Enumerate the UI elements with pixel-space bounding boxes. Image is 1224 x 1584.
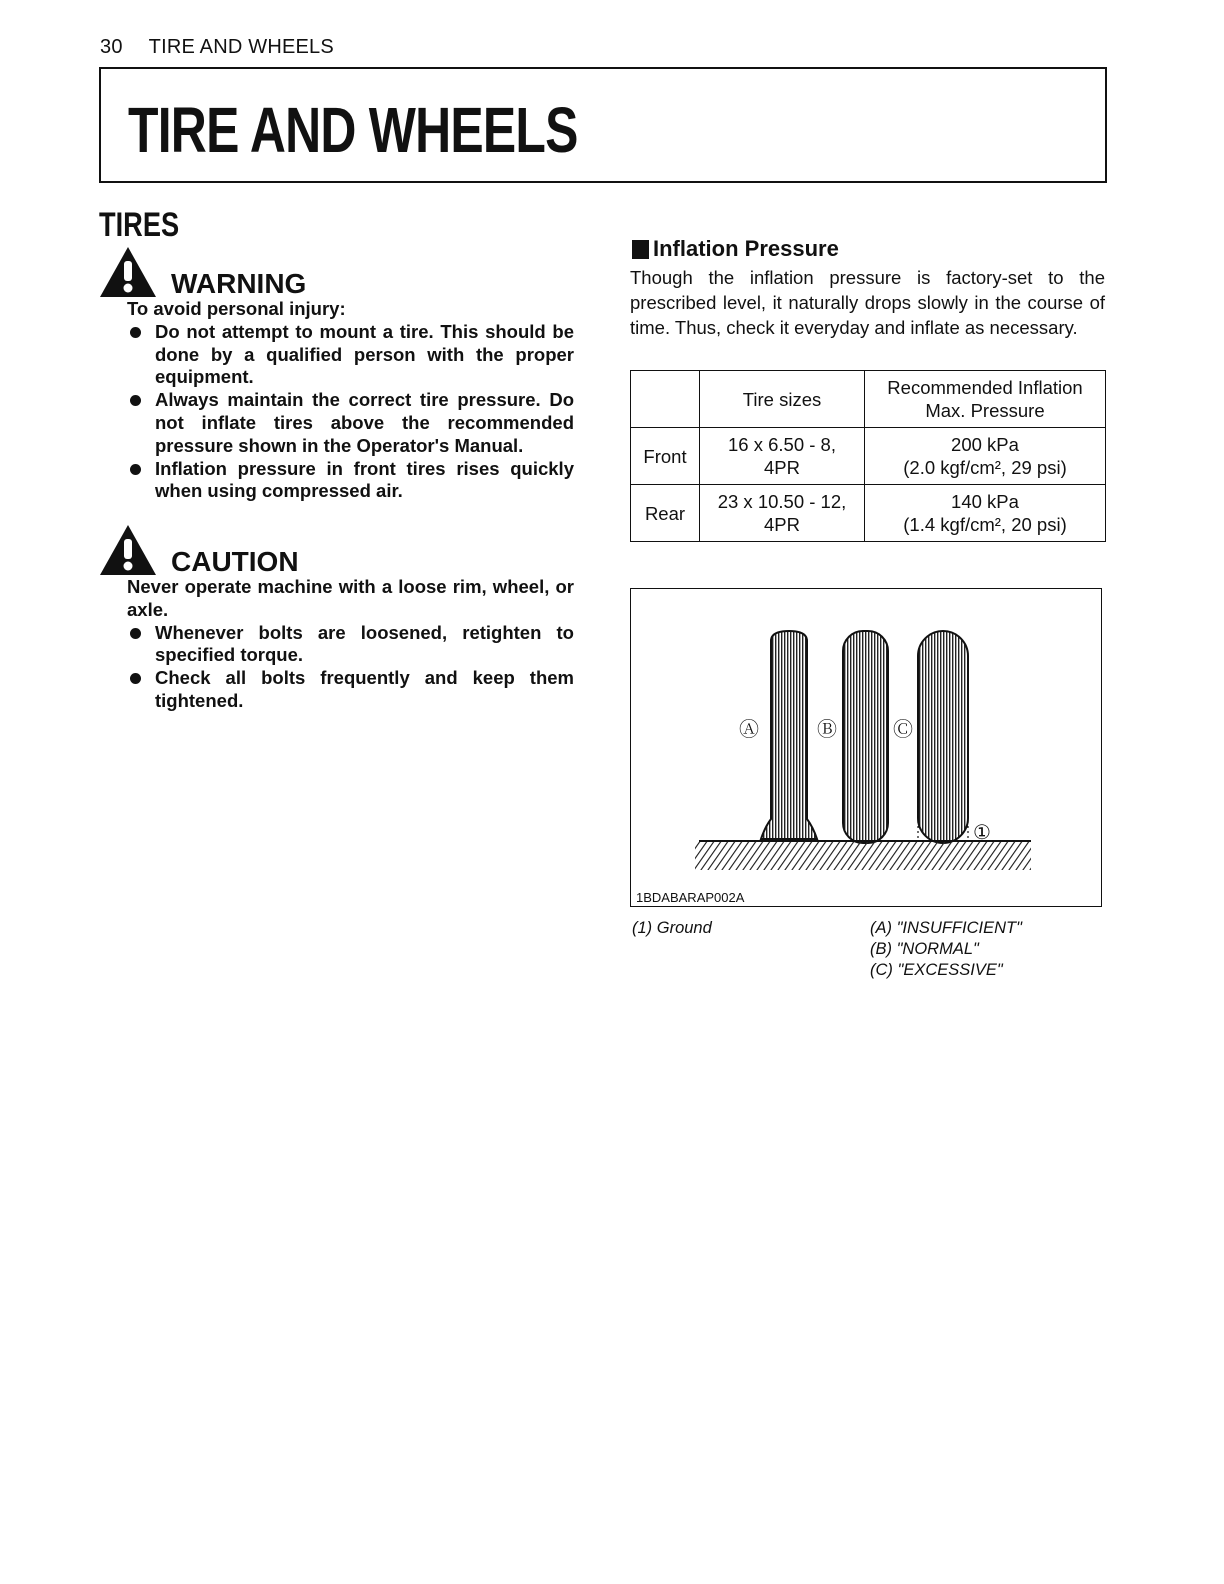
list-item: Always maintain the correct tire pressure. Do not inflate tires above the recommended pressure shown in the Operator's Manual. <box>127 389 574 457</box>
caption-c: (C) "EXCESSIVE" <box>870 961 1003 979</box>
table-header-blank <box>631 371 700 428</box>
square-bullet-icon <box>632 240 649 259</box>
table-header-pressure: Recommended Inflation Max. Pressure <box>865 371 1106 428</box>
caution-header <box>99 524 574 576</box>
figure-code: 1BDABARAP002A <box>636 890 745 905</box>
label-ground-number: ① <box>973 820 991 844</box>
caption-ground: (1) Ground <box>632 919 712 937</box>
section-title: TIRES <box>99 206 180 244</box>
table-row <box>631 428 1106 485</box>
caution-list <box>127 622 574 713</box>
bullet-icon <box>130 327 141 338</box>
label-a: Ⓐ <box>739 717 759 741</box>
title-box <box>99 67 1107 183</box>
table-header-tire-sizes: Tire sizes <box>700 371 865 428</box>
inflation-heading: Inflation Pressure <box>632 236 839 262</box>
bullet-icon <box>130 395 141 406</box>
row-size: 16 x 6.50 - 8, 4PR <box>700 428 865 485</box>
warning-header <box>99 246 574 298</box>
page-title: TIRE AND WHEELS <box>128 94 578 166</box>
bullet-icon <box>130 673 141 684</box>
caution-block <box>99 524 574 713</box>
warning-body <box>127 298 574 503</box>
row-size: 23 x 10.50 - 12, 4PR <box>700 485 865 542</box>
list-item: Whenever bolts are loosened, retighten to specified torque. <box>127 622 574 668</box>
caution-body <box>127 576 574 713</box>
warning-signal-word: WARNING <box>171 268 307 299</box>
row-position: Rear <box>631 485 700 542</box>
tire-insufficient <box>761 631 817 839</box>
tire-illustration <box>631 589 1101 906</box>
warning-list <box>127 321 574 503</box>
caption-b: (B) "NORMAL" <box>870 940 979 958</box>
tire-pressure-figure <box>630 588 1102 907</box>
list-item: Inflation pressure in front tires rises quickly when using compressed air. <box>127 458 574 504</box>
caption-legend <box>870 918 1022 981</box>
row-pressure: 200 kPa (2.0 kgf/cm², 29 psi) <box>865 428 1106 485</box>
list-item: Do not attempt to mount a tire. This should be done by a qualified person with the proper equipment. <box>127 321 574 389</box>
warning-intro: To avoid personal injury: <box>127 298 346 319</box>
bullet-icon <box>130 628 141 639</box>
bullet-icon <box>130 464 141 475</box>
row-pressure: 140 kPa (1.4 kgf/cm², 20 psi) <box>865 485 1106 542</box>
warning-triangle-icon <box>99 246 157 298</box>
table-header-row <box>631 371 1106 428</box>
running-title: TIRE AND WHEELS <box>148 36 334 58</box>
inflation-table <box>630 370 1106 542</box>
row-position: Front <box>631 428 700 485</box>
caution-intro: Never operate machine with a loose rim, wheel, or axle. <box>127 576 574 620</box>
label-b: Ⓑ <box>817 717 837 741</box>
label-c: Ⓒ <box>893 717 913 741</box>
caption-a: (A) "INSUFFICIENT" <box>870 919 1022 937</box>
tire-excessive <box>918 631 968 843</box>
caution-signal-word: CAUTION <box>171 546 299 577</box>
table-row <box>631 485 1106 542</box>
running-header <box>100 36 334 59</box>
warning-block <box>99 246 574 503</box>
page-number: 30 <box>100 36 123 58</box>
ground <box>695 841 1031 870</box>
list-item: Check all bolts frequently and keep them tightened. <box>127 667 574 713</box>
warning-triangle-icon <box>99 524 157 576</box>
tire-normal <box>843 631 888 843</box>
inflation-text: Though the inflation pressure is factory-set to the prescribed level, it naturally drops slowly in the course of time. Thus, check it everyday and inflate as necessary. <box>630 267 1105 338</box>
